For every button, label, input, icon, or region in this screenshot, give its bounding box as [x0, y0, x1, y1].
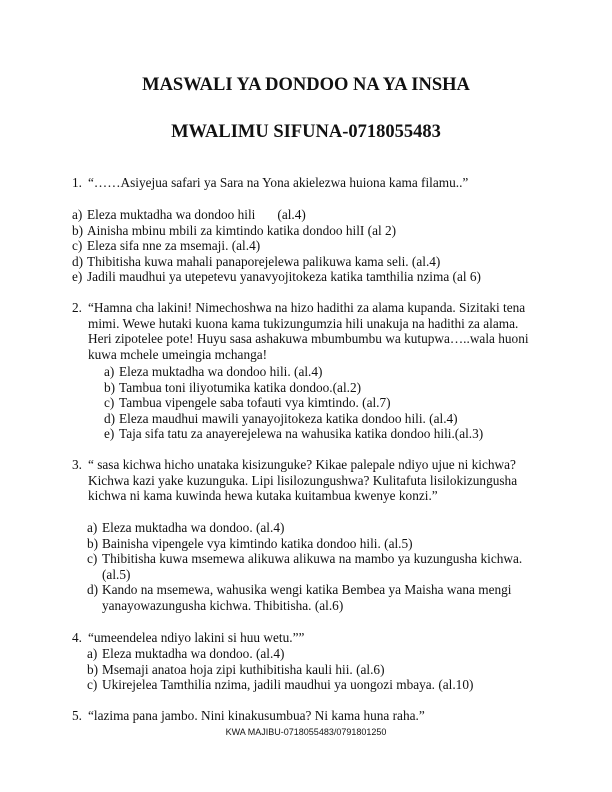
question-3-parts [87, 520, 527, 614]
part-text: Kando na msemewa, wahusika wengi katika Bembea ya Maisha wana mengi yanayowazungusha kichwa. Thibitisha. (al.6) [102, 582, 512, 613]
question-text: “umeendelea ndiyo lakini si huu wetu.”” [88, 630, 305, 645]
part-text: Ukirejelea Tamthilia nzima, jadili maudhui ya uongozi mbaya. (al.10) [102, 677, 474, 693]
part-letter: d) [72, 253, 84, 269]
part-text: Bainisha vipengele vya kimtindo katika dondoo hili. (al.5) [102, 535, 413, 551]
question-number: 5. [72, 708, 82, 723]
part-text: Jadili maudhui ya utepetevu yanavyojitokeza katika tamthilia nzima (al 6) [87, 269, 481, 285]
question-3 [72, 457, 527, 504]
part-letter: e) [72, 269, 83, 285]
part-letter: b) [72, 222, 84, 238]
part-letter: a) [87, 520, 98, 535]
question-number: 2. [72, 300, 82, 315]
document-title: MASWALI YA DONDOO NA YA INSHA [142, 75, 470, 95]
part-letter: c) [87, 677, 98, 693]
part-letter: a) [72, 207, 83, 222]
footer-contact: KWA MAJIBU-0718055483/0791801250 [225, 727, 387, 737]
part-letter: a) [104, 364, 115, 379]
part-letter: b) [87, 661, 99, 677]
part-text: Eleza maudhui mawili yanayojitokeza katika dondoo hili. (al.4) [119, 410, 458, 426]
question-number: 1. [72, 175, 82, 190]
question-4 [72, 630, 542, 646]
part-text: Eleza sifa nne za msemaji. (al.4) [87, 238, 261, 254]
question-4-parts [87, 646, 547, 693]
question-1-parts [72, 207, 552, 285]
part-text: Thibitisha kuwa msemewa alikuwa alikuwa na mambo ya kuzungusha kichwa. (al.5) [102, 551, 523, 582]
part-letter: b) [104, 379, 116, 395]
question-number: 3. [72, 457, 82, 472]
part-text: Eleza muktadha wa dondoo. (al.4) [102, 520, 285, 535]
part-letter: a) [87, 646, 98, 661]
part-text: Thibitisha kuwa mahali panaporejelewa palikuwa kama seli. (al.4) [87, 253, 441, 269]
part-text: Eleza muktadha wa dondoo hili [87, 207, 256, 222]
question-1 [72, 175, 542, 191]
document-subtitle: MWALIMU SIFUNA-0718055483 [171, 122, 441, 142]
part-letter: c) [72, 238, 83, 254]
question-2-parts [104, 364, 544, 442]
part-text: Taja sifa tatu za anayerejelewa na wahusika katika dondoo hili.(al.3) [119, 426, 484, 442]
part-text: Eleza muktadha wa dondoo hili. (al.4) [119, 364, 323, 379]
question-5 [72, 708, 542, 724]
part-text: Msemaji anatoa hoja zipi kuthibitisha kauli hii. (al.6) [102, 661, 385, 677]
part-text: Ainisha mbinu mbili za kimtindo katika dondoo hilI (al 2) [87, 222, 397, 238]
part-marks: (al.4) [277, 207, 306, 222]
part-letter: c) [104, 395, 115, 411]
part-text: Tambua toni iliyotumika katika dondoo.(al.2) [119, 379, 362, 395]
part-letter: d) [104, 410, 116, 426]
question-text: “……Asiyejua safari ya Sara na Yona akielezwa huiona kama filamu..” [88, 175, 469, 190]
part-letter: c) [87, 551, 98, 567]
part-letter: b) [87, 535, 99, 551]
question-number: 4. [72, 630, 82, 645]
part-text: Eleza muktadha wa dondoo. (al.4) [102, 646, 285, 661]
part-letter: e) [104, 426, 115, 442]
part-letter: d) [87, 582, 99, 598]
question-2 [72, 300, 532, 362]
question-text: “ sasa kichwa hicho unataka kisizunguke? Kikae palepale ndiyo ujue ni kichwa? Kichwa kazi yake kuzunguka. Lipi lisilozungushwa? Kulitafuta lisilokizungusha kichwa ni kama kuwinda hewa kutaka kuitambua kwenye konzi.” [88, 457, 518, 504]
part-text: Tambua vipengele saba tofauti vya kimtindo. (al.7) [119, 395, 391, 411]
question-text: “Hamna cha lakini! Nimechoshwa na hizo hadithi za alama kupanda. Sizitaki tena mimi. Wewe hutaki kuona kama tukizungumzia hili unakuja na hadithi za alama. Heri zipotelee pote! Huyu sasa ashakuwa mbumbumbu wa kutupwa…..wala huoni kuwa mchele umeingia mchanga! [88, 300, 529, 362]
question-text: “lazima pana jambo. Nini kinakusumbua? Ni kama huna raha.” [88, 708, 425, 723]
